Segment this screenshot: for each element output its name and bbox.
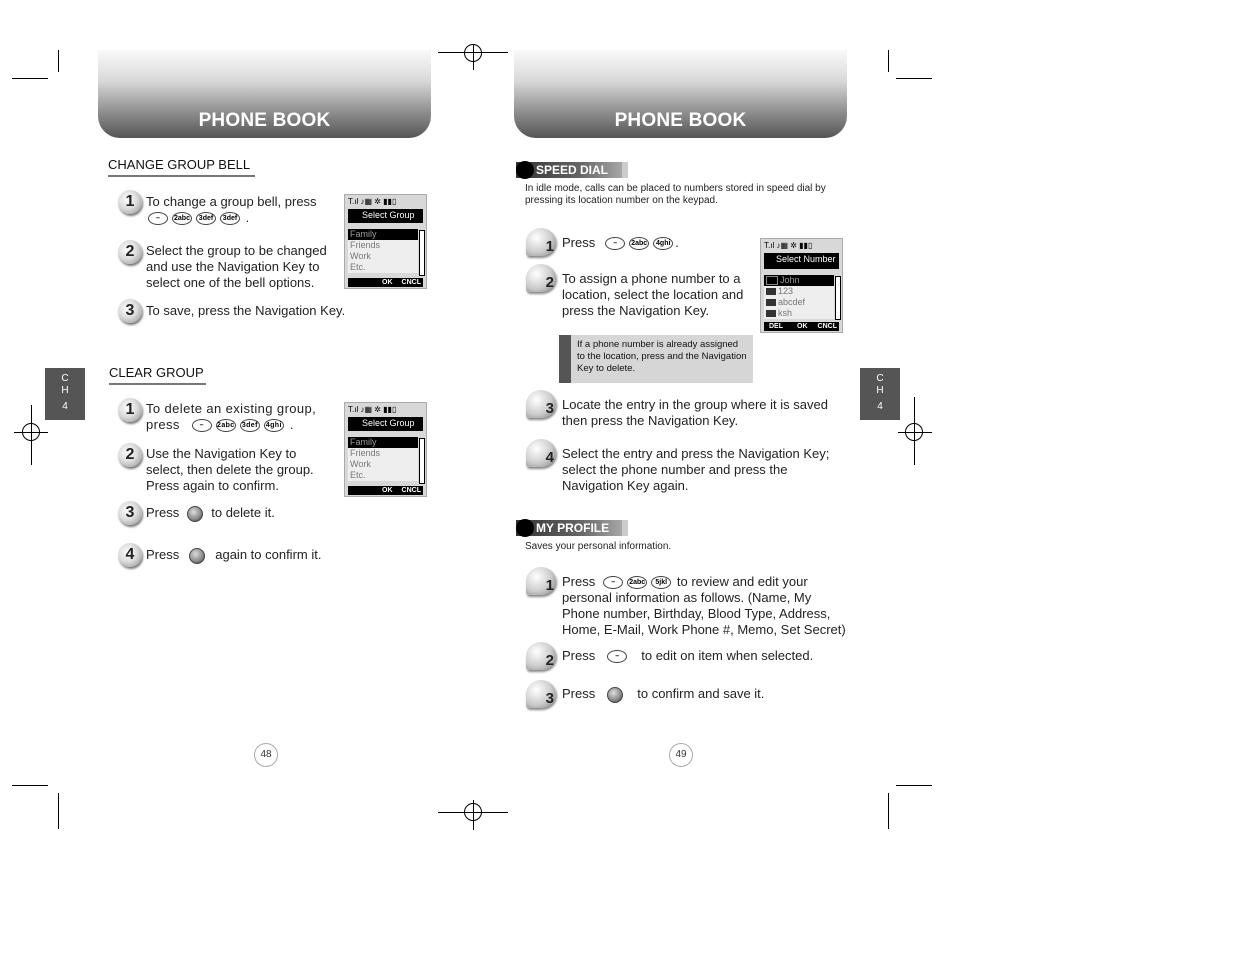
scrollbar bbox=[419, 438, 425, 484]
phone-screen-select-group bbox=[344, 194, 427, 289]
key-icon: 4ghi bbox=[264, 419, 284, 432]
key-icon: 4ghi bbox=[653, 237, 673, 250]
group-list bbox=[348, 229, 418, 273]
heading-tail bbox=[622, 162, 628, 178]
step-number: 3 bbox=[526, 680, 556, 708]
step-text: Select the entry and press the Navigation Key; select the phone number and press the Navigation Key again. bbox=[562, 446, 830, 493]
soft-key-cancel: CNCL bbox=[817, 323, 837, 330]
step-number: 2 bbox=[118, 443, 142, 467]
step-text: Press to delete it. bbox=[146, 505, 275, 520]
page-title: PHONE BOOK bbox=[198, 110, 331, 131]
heading-tail bbox=[622, 520, 628, 536]
clear-key-icon: – bbox=[603, 576, 623, 589]
screen-title: Select Group bbox=[348, 417, 423, 431]
status-icons: T.ıl ♪▦ ✲ ▮▮▯ bbox=[348, 197, 397, 206]
chapter-letter: C bbox=[876, 373, 884, 384]
section-title-change-group-bell: CHANGE GROUP BELL bbox=[108, 157, 251, 172]
step-text: Press to confirm and save it. bbox=[562, 686, 765, 701]
key-icon: 3def bbox=[240, 419, 260, 432]
clear-key-icon: – bbox=[192, 419, 212, 432]
soft-key-ok: OK bbox=[382, 279, 393, 286]
step-number: 3 bbox=[526, 390, 556, 418]
key-icon: 3def bbox=[220, 212, 240, 225]
page-title: PHONE BOOK bbox=[614, 110, 747, 131]
clear-key-icon: – bbox=[605, 237, 625, 250]
step-text: Press – 2abc 4ghi . bbox=[562, 235, 679, 250]
step-number: 1 bbox=[526, 228, 556, 256]
crop-mark bbox=[12, 78, 48, 79]
list-item: abcdef bbox=[764, 297, 834, 308]
speed-dial-slot-icon bbox=[766, 276, 778, 285]
phone-screen-select-number bbox=[760, 238, 843, 333]
screen-title: Select Number bbox=[764, 253, 839, 269]
step-text: To assign a phone number to a location, select the location and press the Navigation Key. bbox=[562, 271, 744, 318]
chapter-tab bbox=[860, 368, 900, 420]
clear-key-icon: – bbox=[148, 212, 168, 225]
section-title-my-profile: MY PROFILE bbox=[516, 520, 624, 536]
note-bar bbox=[559, 335, 571, 383]
group-list bbox=[348, 437, 418, 481]
key-icon: 2abc bbox=[627, 576, 647, 589]
soft-keys bbox=[764, 322, 839, 331]
step-number: 3 bbox=[118, 501, 142, 525]
left-page-header bbox=[98, 50, 431, 138]
soft-keys bbox=[348, 278, 423, 287]
clear-key-icon: – bbox=[607, 650, 627, 663]
registration-mark bbox=[464, 803, 482, 821]
soft-key-cancel: CNCL bbox=[401, 487, 421, 494]
bullet-icon bbox=[516, 519, 534, 537]
note-box: If a phone number is already assigned to the location, press and the Navigation Key to delete. bbox=[559, 335, 753, 383]
step-text: Use the Navigation Key to select, then delete the group. Press again to confirm. bbox=[146, 446, 314, 493]
step-text: Press again to confirm it. bbox=[146, 547, 322, 562]
list-item: Friends bbox=[350, 448, 381, 458]
chapter-letter: H bbox=[61, 385, 69, 396]
chapter-tab bbox=[45, 368, 85, 420]
key-icon: 2abc bbox=[172, 212, 192, 225]
list-item: Etc. bbox=[350, 470, 366, 480]
step-text: Press – 2abc 5jkl to review and edit your personal information as follows. (Name, My Phone number, Birthday, Blood Type, Address, Home, E-Mail, Work Phone #, Memo, Set Secret) bbox=[562, 574, 846, 637]
step-number: 2 bbox=[118, 240, 142, 264]
chapter-letter: C bbox=[61, 373, 69, 384]
status-icons: T.ıl ♪▦ ✲ ▮▮▯ bbox=[348, 405, 397, 414]
registration-mark bbox=[464, 44, 482, 62]
soft-key-ok: OK bbox=[797, 323, 808, 330]
step-text: To change a group bell, press – 2abc 3def 3def . bbox=[146, 194, 317, 225]
list-item: Work bbox=[350, 251, 371, 261]
screen-title: Select Group bbox=[348, 209, 423, 223]
list-item: Etc. bbox=[350, 262, 366, 272]
crop-mark bbox=[58, 793, 59, 829]
step-number: 4 bbox=[526, 439, 556, 467]
step-number: 2 bbox=[526, 642, 556, 670]
speed-dial-slot-icon bbox=[766, 310, 776, 317]
chapter-letter: H bbox=[876, 385, 884, 396]
soft-key-cancel: CNCL bbox=[401, 279, 421, 286]
page-number: 48 bbox=[254, 743, 278, 767]
section-underline bbox=[109, 383, 206, 385]
list-item: John bbox=[764, 275, 834, 286]
section-title-speed-dial: SPEED DIAL bbox=[516, 162, 624, 178]
chapter-number: 4 bbox=[877, 401, 883, 412]
list-item: Work bbox=[350, 459, 371, 469]
step-number: 1 bbox=[526, 567, 556, 595]
list-item: Family bbox=[348, 437, 418, 448]
step-text: Press – to edit on item when selected. bbox=[562, 648, 814, 663]
step-text: Select the group to be changed and use the Navigation Key to select one of the bell options. bbox=[146, 243, 327, 290]
section-title-clear-group: CLEAR GROUP bbox=[109, 365, 204, 380]
registration-mark bbox=[905, 423, 923, 441]
chapter-number: 4 bbox=[62, 401, 68, 412]
scrollbar bbox=[419, 230, 425, 276]
crop-mark bbox=[12, 785, 48, 786]
soft-key-ok: OK bbox=[382, 487, 393, 494]
crop-mark bbox=[896, 785, 932, 786]
step-text: Locate the entry in the group where it is saved then press the Navigation Key. bbox=[562, 397, 828, 428]
step-number: 2 bbox=[526, 264, 556, 292]
step-number: 4 bbox=[118, 543, 142, 567]
phone-screen-select-group bbox=[344, 402, 427, 497]
section-intro: In idle mode, calls can be placed to numbers stored in speed dial by pressing its location number on the keypad. bbox=[525, 183, 826, 206]
step-text: To delete an existing group, press – 2abc 3def 4ghi . bbox=[146, 401, 317, 432]
list-item: ksh bbox=[764, 308, 834, 319]
key-icon: 2abc bbox=[629, 237, 649, 250]
crop-mark bbox=[58, 50, 59, 72]
crop-mark bbox=[896, 78, 932, 79]
registration-mark bbox=[22, 423, 40, 441]
page-number: 49 bbox=[669, 743, 693, 767]
navigation-key-icon bbox=[187, 506, 203, 522]
speed-dial-slot-icon bbox=[766, 288, 776, 295]
speed-dial-slot-icon bbox=[766, 299, 776, 306]
step-number: 1 bbox=[118, 190, 142, 214]
list-item: 123 bbox=[764, 286, 834, 297]
list-item: Family bbox=[348, 229, 418, 240]
key-icon: 3def bbox=[196, 212, 216, 225]
status-icons: T.ıl ♪▦ ✲ ▮▮▯ bbox=[764, 241, 813, 250]
step-number: 3 bbox=[118, 299, 142, 323]
scrollbar bbox=[835, 276, 841, 320]
navigation-key-icon bbox=[607, 687, 623, 703]
step-text: To save, press the Navigation Key. bbox=[146, 303, 346, 318]
crop-mark bbox=[888, 50, 889, 72]
step-number: 1 bbox=[118, 398, 142, 422]
section-intro: Saves your personal information. bbox=[525, 541, 672, 552]
navigation-key-icon bbox=[189, 548, 205, 564]
soft-keys bbox=[348, 486, 423, 495]
section-underline bbox=[108, 175, 255, 177]
bullet-icon bbox=[516, 161, 534, 179]
right-page-header bbox=[514, 50, 847, 138]
list-item: Friends bbox=[350, 240, 381, 250]
key-icon: 2abc bbox=[216, 419, 236, 432]
key-icon: 5jkl bbox=[651, 576, 671, 589]
soft-key-delete: DEL bbox=[769, 323, 783, 330]
crop-mark bbox=[888, 793, 889, 829]
number-list bbox=[764, 275, 834, 319]
